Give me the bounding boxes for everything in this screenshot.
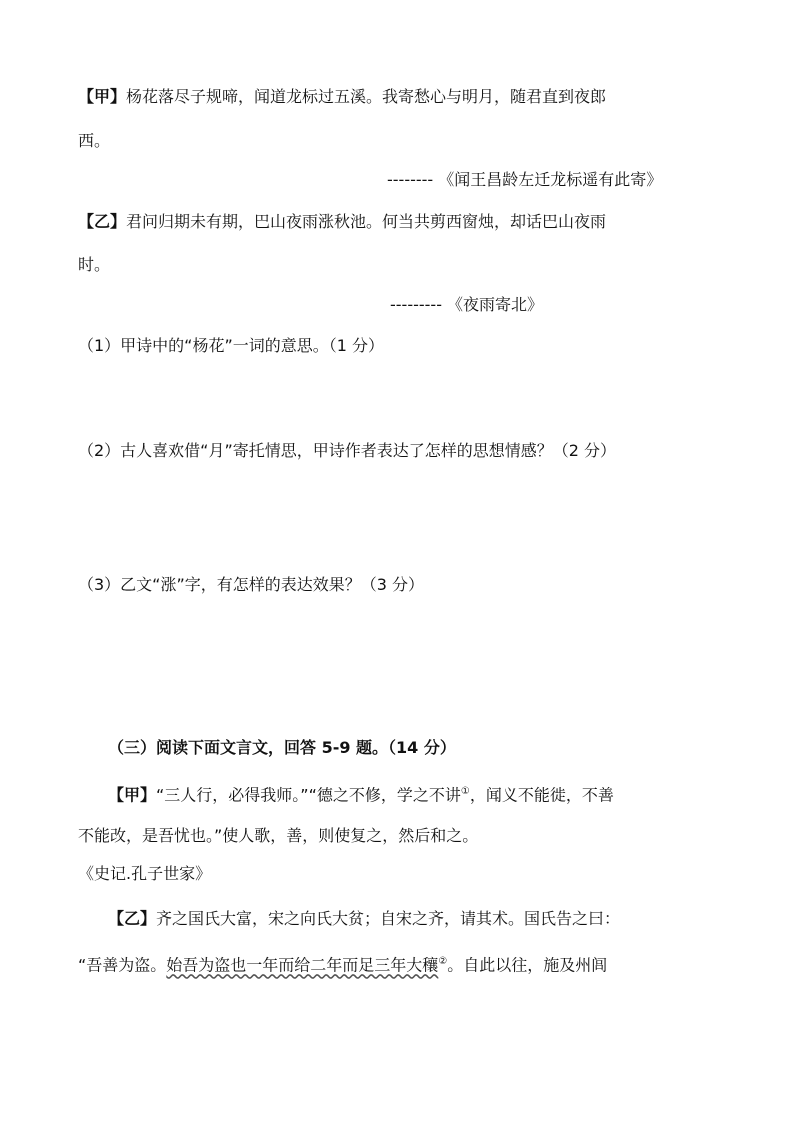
section3-yi-label: 【乙】 xyxy=(108,909,157,928)
section3-heading: （三）阅读下面文言文，回答 5-9 题。（14 分） xyxy=(108,738,456,757)
section3-jia-line1 xyxy=(108,782,614,805)
poem-yi-line1 xyxy=(78,212,606,232)
footnote-marker-1: ① xyxy=(460,786,470,797)
poem-yi-text: 君问归期未有期，巴山夜雨涨秋池。何当共剪西窗烛，却话巴山夜雨 xyxy=(126,212,607,231)
poem-jia-label: 【甲】 xyxy=(78,87,127,106)
section3-yi-text: 齐之国氏大富，宋之向氏大贫；自宋之齐，请其术。国氏告之曰： xyxy=(156,909,621,928)
footnote-marker-2: ② xyxy=(438,956,448,967)
question-2-text: （2）古人喜欢借“月”寄托情思，甲诗作者表达了怎样的思想情感？ xyxy=(78,441,553,460)
question-2-score: （2 分） xyxy=(552,441,617,460)
question-3 xyxy=(78,575,424,595)
poem-yi-line2: 时。 xyxy=(78,255,111,274)
poem-yi-source: --------- 《夜雨寄北》 xyxy=(390,295,544,314)
question-3-score: （3 分） xyxy=(360,575,425,594)
section3-jia-text-a: “三人行，必得我师。”“德之不修，学之不讲 xyxy=(156,785,461,805)
section3-jia-label: 【甲】 xyxy=(108,785,157,805)
question-1-score: （1 分） xyxy=(328,336,385,355)
question-1-text: （1）甲诗中的“杨花”一词的意思。 xyxy=(78,336,329,355)
section3-yi-text-b: 。自此以往，施及州闾 xyxy=(447,955,608,975)
section3-yi-text-a: “吾善为盗。 xyxy=(78,955,167,975)
section3-yi-line1 xyxy=(108,909,620,929)
poem-yi-label: 【乙】 xyxy=(78,212,127,231)
section3-jia-source: 《史记.孔子世家》 xyxy=(78,864,212,883)
poem-jia-text: 杨花落尽子规啼，闻道龙标过五溪。我寄愁心与明月，随君直到夜郎 xyxy=(126,87,607,106)
section3-yi-wavy-sentence: 始吾为盗也一年而给二年而足三年大穰 xyxy=(166,955,439,975)
section3-jia-text-b: ，闻义不能徙，不善 xyxy=(469,785,614,805)
poem-jia-source: -------- 《闻王昌龄左迁龙标遥有此寄》 xyxy=(387,170,663,189)
section3-jia-line2: 不能改，是吾忧也。”使人歌，善，则使复之，然后和之。 xyxy=(78,826,479,845)
question-1 xyxy=(78,336,384,356)
poem-jia-line2: 西。 xyxy=(78,131,111,150)
section3-yi-line2 xyxy=(78,952,607,975)
poem-jia-line1 xyxy=(78,87,606,107)
question-3-text: （3）乙文“涨”字，有怎样的表达效果？ xyxy=(78,575,361,594)
question-2 xyxy=(78,441,616,461)
